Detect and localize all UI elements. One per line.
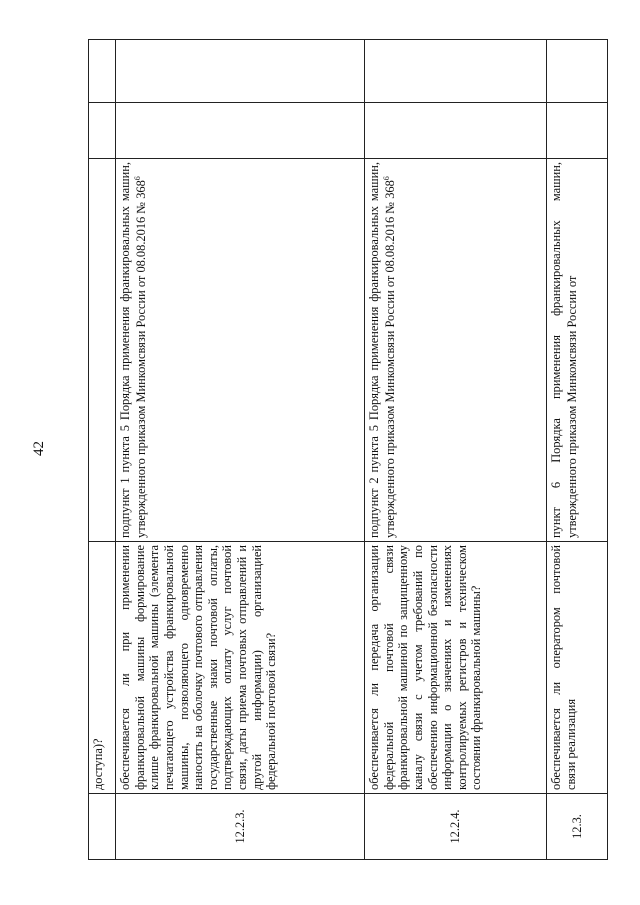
note-cell xyxy=(116,40,365,103)
page-number: 42 xyxy=(31,441,47,456)
document-sheet xyxy=(88,40,623,860)
reference-cell xyxy=(547,159,608,542)
answer-cell xyxy=(89,103,116,159)
note-cell xyxy=(365,40,547,103)
item-number: 12.3. xyxy=(547,794,608,860)
reference-text: пункт 6 Порядка применения франкировальных машин, утвержденного приказом Минкомсвязи России от xyxy=(549,162,579,538)
item-number xyxy=(89,794,116,860)
reference-cell xyxy=(89,159,116,542)
reference-text: подпункт 2 пункта 5 Порядка применения франкировальных машин, утвержденного приказом Минкомсвязи России от 08.08.2016 № 368 xyxy=(367,162,397,538)
item-number: 12.2.3. xyxy=(116,794,365,860)
table-row xyxy=(547,40,608,860)
question-cell: доступа)? xyxy=(89,542,116,794)
table-row xyxy=(365,40,547,860)
answer-cell xyxy=(547,103,608,159)
question-cell: обеспечивается ли оператором почтовой связи реализация xyxy=(547,542,608,794)
table-row xyxy=(116,40,365,860)
note-cell xyxy=(89,40,116,103)
reference-cell xyxy=(365,159,547,542)
note-cell xyxy=(547,40,608,103)
reference-text: подпункт 1 пункта 5 Порядка применения франкировальных машин, утвержденного приказом Минкомсвязи России от 08.08.2016 № 368 xyxy=(118,162,148,538)
question-cell: обеспечивается ли передача организации федеральной почтовой связи франкировальной машиной по защищенному каналу связи с учетом требований по обеспечению информационной безопасности информации о значениях и изменениях контролируемых регистров и техническом состоянии франкировальной машины? xyxy=(365,542,547,794)
checklist-table xyxy=(88,39,608,860)
item-number: 12.2.4. xyxy=(365,794,547,860)
table-row xyxy=(89,40,116,860)
answer-cell xyxy=(365,103,547,159)
question-cell: обеспечивается ли при применении франкировальной машины формирование клише франкировальной машины (элемента печатающего устройства франкировальной машины, позволяющего одновременно наносить на оболочку почтового отправления государственные знаки почтовой оплаты, подтверждающих оплату услуг почтовой связи, даты приема почтовых отправлений и другой информации) организацией федеральной почтовой связи? xyxy=(116,542,365,794)
reference-cell xyxy=(116,159,365,542)
footnote-mark: 6 xyxy=(132,176,142,181)
answer-cell xyxy=(116,103,365,159)
footnote-mark: 6 xyxy=(381,176,391,181)
